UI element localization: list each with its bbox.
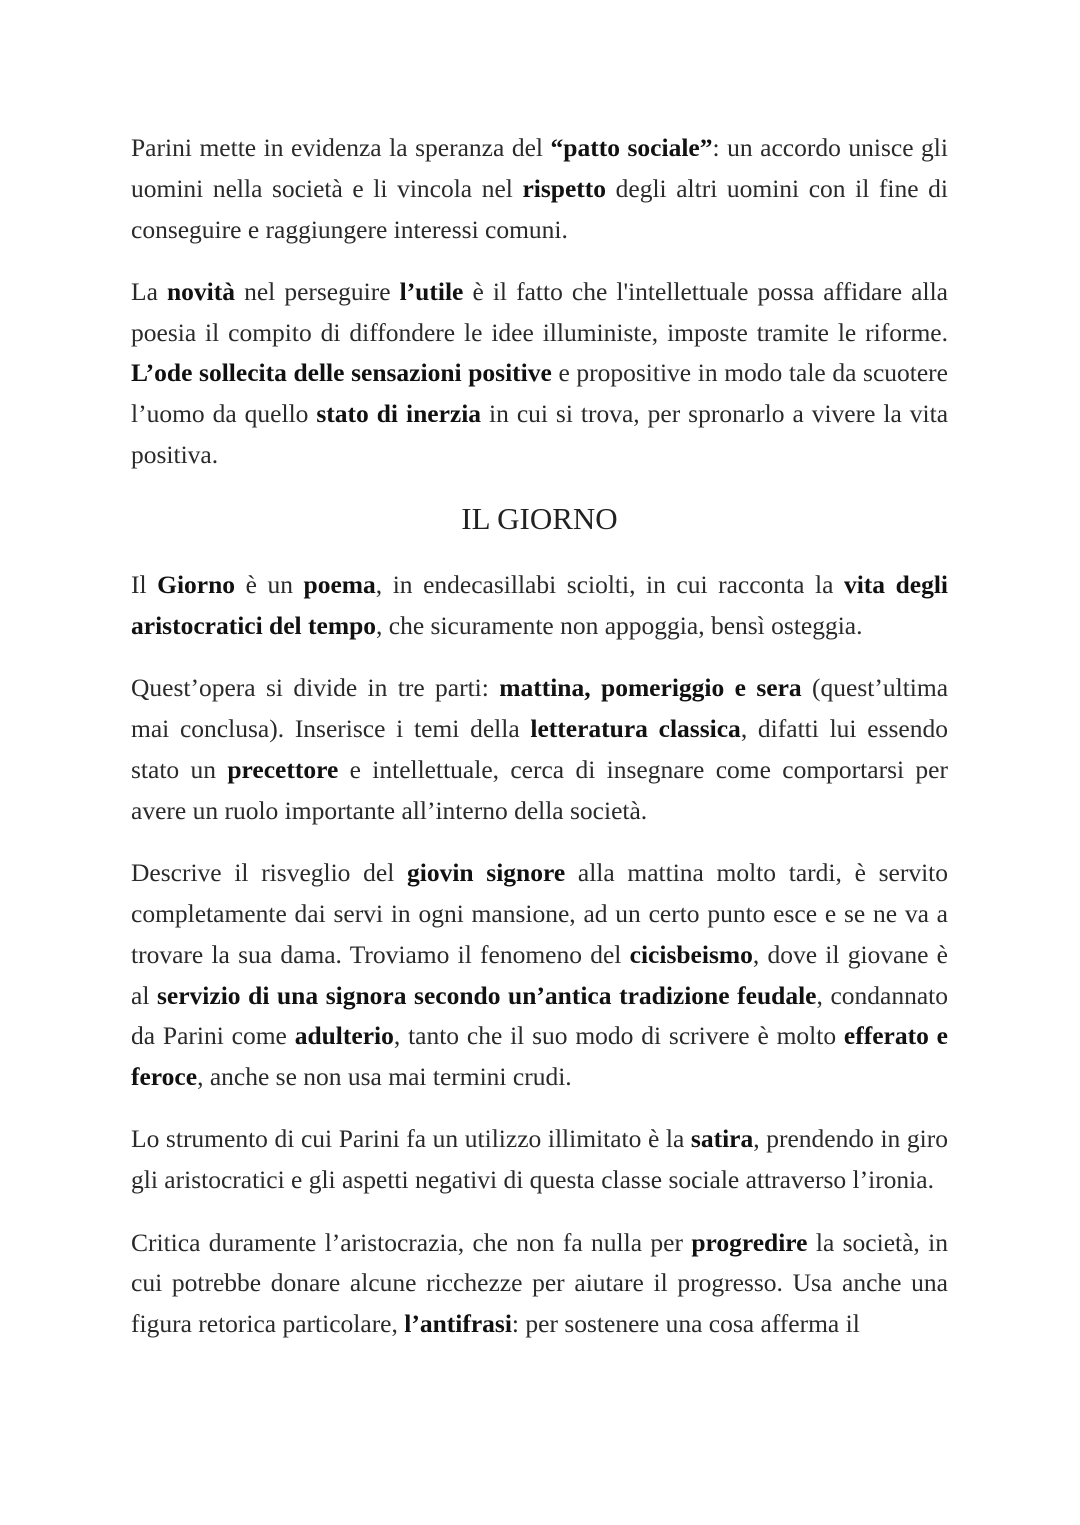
paragraph-novita-utile [131,272,948,476]
bold-text-run: rispetto [522,173,607,203]
text-run: : per sostenere una cosa afferma il [511,1309,860,1339]
text-run: in cui si trova, per spronarlo a vivere la vita positiva. [131,399,949,470]
bold-text-run: stato di inerzia [316,399,482,429]
bold-text-run: vita degli aristocratici del tempo [131,570,949,641]
text-run: Parini mette in evidenza la speranza del [131,133,551,162]
text-run: , prendendo in giro gli aristocratici e gli aspetti negativi di questa classe sociale attraverso l’ironia. [131,1124,948,1195]
bold-text-run: l’utile [399,276,464,306]
text-run: (quest’ultima mai conclusa). Inserisce i temi della [131,673,949,744]
text-run: , che sicuramente non appoggia, bensì osteggia. [376,611,863,641]
paragraph-critica-aristocrazia [131,1223,948,1345]
bold-text-run: mattina, pomeriggio e sera [499,673,802,703]
paragraph-giovin-signore [131,853,948,1098]
paragraph-tre-parti [131,668,948,831]
bold-text-run: efferato e feroce [131,1021,948,1092]
text-run: : un accordo unisce gli uomini nella società e li vincola nel [131,133,948,203]
text-run: degli altri uomini con il fine di conseguire e raggiungere interessi comuni. [131,173,948,244]
bold-text-run: cicisbeismo [629,939,753,969]
text-run: , tanto che il suo modo di scrivere è molto [393,1021,844,1051]
bold-text-run: satira [690,1124,754,1154]
text-run: , in endecasillabi sciolti, in cui racconta la [375,570,844,600]
bold-text-run: letteratura classica [530,714,741,744]
text-run: Quest’opera si divide in tre parti: [131,673,500,703]
bold-text-run: poema [303,570,376,600]
text-run: La [131,276,167,306]
text-run: Critica duramente l’aristocrazia, che non fa nulla per [131,1227,692,1257]
bold-text-run: progredire [691,1227,808,1257]
paragraph-satira [131,1119,948,1201]
bold-text-run: Giorno [157,570,236,600]
text-run: , condannato da Parini come [131,980,948,1051]
text-run: e propositive in modo tale da scuotere l’uomo da quello [131,358,948,429]
bold-text-run: servizio di una signora secondo un’antica tradizione feudale [157,980,817,1010]
text-run: , difatti lui essendo stato un [131,714,948,785]
text-run: nel perseguire [235,276,400,306]
bold-text-run: precettore [227,755,339,785]
paragraph-il-giorno-poema [131,565,948,647]
section-heading-il-giorno: IL GIORNO [461,501,618,537]
bold-text-run: giovin signore [407,858,566,888]
text-run: la società, in cui potrebbe donare alcune ricchezze per aiutare il progresso. Usa anche una figura retorica particolare, [131,1227,948,1339]
bold-text-run: “patto sociale” [550,133,713,162]
text-run: alla mattina molto tardi, è servito completamente dai servi in ogni mansione, ad un certo punto esce e se ne va a trovare la sua dama. Troviamo il fenomeno del [131,858,948,969]
bold-text-run: l’antifrasi [404,1309,512,1339]
text-run: è un [235,570,304,600]
text-run: , dove il giovane è al [131,939,949,1010]
text-run: , anche se non usa mai termini crudi. [197,1062,572,1092]
bold-text-run: L’ode sollecita delle sensazioni positive [131,358,552,388]
text-run: Lo strumento di cui Parini fa un utilizzo illimitato è la [131,1124,691,1154]
text-run: Descrive il risveglio del [131,858,407,888]
text-run: e intellettuale, cerca di insegnare come comportarsi per avere un ruolo importante all’interno della società. [131,755,948,825]
bold-text-run: novità [166,276,235,306]
bold-text-run: adulterio [294,1021,394,1051]
document-page [131,128,948,1366]
text-run: Il [131,570,158,600]
text-run: è il fatto che l'intellettuale possa affidare alla poesia il compito di diffondere le idee illuministe, imposte tramite le riforme. [131,276,948,347]
paragraph-patto-sociale [131,128,948,250]
